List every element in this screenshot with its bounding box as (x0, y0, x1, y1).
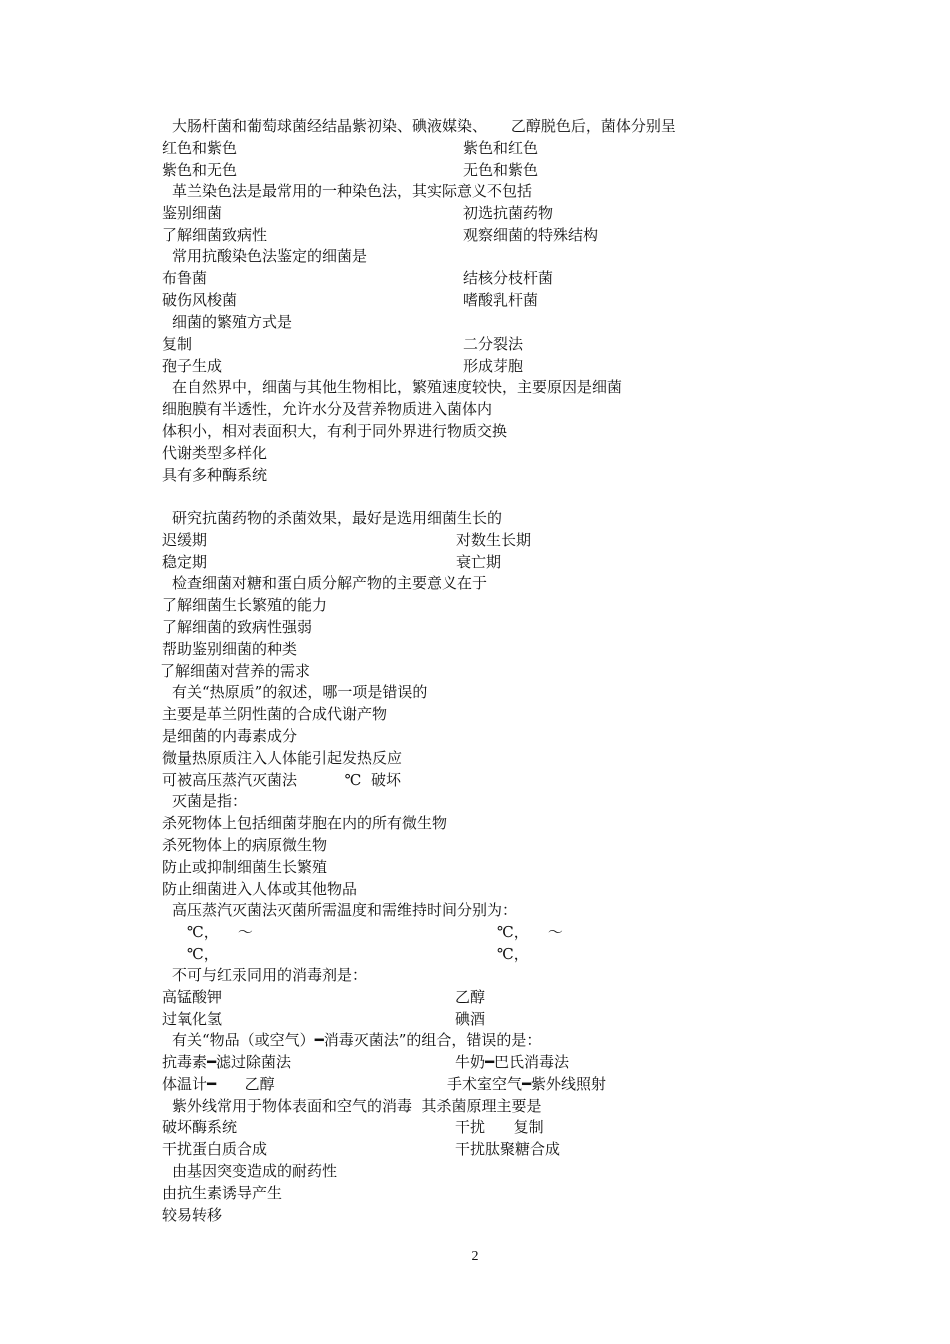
option-b: ℃， ～ (497, 923, 563, 941)
option-c: 孢子生成 (162, 357, 223, 375)
option-line: 代谢类型多样化 (162, 444, 268, 462)
option-b: 干扰 复制 (455, 1118, 544, 1136)
question-line: 有关“热原质”的叙述，哪一项是错误的 (172, 683, 428, 701)
option-b: 结核分枝杆菌 (463, 269, 554, 287)
option-c: 干扰蛋白质合成 (162, 1140, 268, 1158)
text-line: 大肠杆菌和葡萄球菌经结晶紫初染、碘液媒染、 乙醇脱色后，菌体分别呈 (172, 117, 676, 135)
page-number: 2 (471, 1249, 479, 1264)
option-b: 初选抗菌药物 (463, 204, 554, 222)
option-a: 红色和紫色 (162, 139, 238, 157)
option-d: 手术室空气━紫外线照射 (447, 1075, 607, 1093)
option-a: 破坏酶系统 (162, 1118, 238, 1136)
question-line: 在自然界中，细菌与其他生物相比，繁殖速度较快，主要原因是细菌 (172, 378, 623, 396)
question-line: 检查细菌对糖和蛋白质分解产物的主要意义在于 (172, 574, 488, 592)
question-line: 常用抗酸染色法鉴定的细菌是 (172, 247, 368, 265)
question-line: 细菌的繁殖方式是 (172, 313, 293, 331)
question-line: 灭菌是指： (172, 792, 248, 810)
option-d: 干扰肽聚糖合成 (455, 1140, 561, 1158)
option-c: 过氧化氢 (162, 1010, 223, 1028)
option-d: 嗜酸乳杆菌 (463, 291, 539, 309)
option-line: 具有多种酶系统 (162, 466, 268, 484)
option-line: 较易转移 (162, 1206, 223, 1224)
option-c: 了解细菌致病性 (162, 226, 268, 244)
option-b: 牛奶━巴氏消毒法 (455, 1053, 570, 1071)
option-line: 体积小，相对表面积大，有利于同外界进行物质交换 (162, 422, 508, 440)
option-line: 主要是革兰阴性菌的合成代谢产物 (162, 705, 388, 723)
option-d: 形成芽胞 (463, 357, 524, 375)
option-line: 防止细菌进入人体或其他物品 (162, 880, 358, 898)
option-line: 杀死物体上的病原微生物 (162, 836, 328, 854)
option-c: 体温计━ 乙醇 (162, 1075, 275, 1093)
option-b: 二分裂法 (463, 335, 524, 353)
question-line: 紫外线常用于物体表面和空气的消毒 其杀菌原理主要是 (172, 1097, 542, 1115)
option-b: 紫色和红色 (463, 139, 539, 157)
option-c: ℃， (187, 945, 219, 963)
question-line: 由基因突变造成的耐药性 (172, 1162, 338, 1180)
option-d: ℃， (497, 945, 529, 963)
question-line: 研究抗菌药物的杀菌效果，最好是选用细菌生长的 (172, 509, 503, 527)
option-c: 紫色和无色 (162, 161, 238, 179)
option-line: 了解细菌的致病性强弱 (162, 618, 313, 636)
option-a: 抗毒素━滤过除菌法 (162, 1053, 292, 1071)
option-line: 帮助鉴别细菌的种类 (162, 640, 298, 658)
question-line: 不可与红汞同用的消毒剂是： (172, 966, 368, 984)
option-b: 对数生长期 (456, 531, 532, 549)
option-a: 鉴别细菌 (162, 204, 223, 222)
option-c: 破伤风梭菌 (162, 291, 238, 309)
question-line: 有关“物品（或空气）━消毒灭菌法”的组合，错误的是： (172, 1031, 542, 1049)
question-line: 革兰染色法是最常用的一种染色法，其实际意义不包括 (172, 182, 533, 200)
option-line: 了解细菌生长繁殖的能力 (162, 596, 328, 614)
option-a: 复制 (162, 335, 193, 353)
option-d: 碘酒 (455, 1010, 486, 1028)
option-c: 稳定期 (162, 553, 208, 571)
option-line: 微量热原质注入人体能引起发热反应 (162, 749, 403, 767)
option-a: 布鲁菌 (162, 269, 208, 287)
option-b: 乙醇 (455, 988, 486, 1006)
option-line: 是细菌的内毒素成分 (162, 727, 298, 745)
option-line: 由抗生素诱导产生 (162, 1184, 283, 1202)
option-line: 杀死物体上包括细菌芽胞在内的所有微生物 (162, 814, 448, 832)
question-line: 高压蒸汽灭菌法灭菌所需温度和需维持时间分别为： (172, 901, 518, 919)
option-line: 防止或抑制细菌生长繁殖 (162, 858, 328, 876)
option-line: 细胞膜有半透性，允许水分及营养物质进入菌体内 (162, 400, 493, 418)
option-line: 可被高压蒸汽灭菌法 ℃ 破坏 (162, 771, 401, 789)
option-line: 了解细菌对营养的需求 (160, 662, 311, 680)
option-d: 观察细菌的特殊结构 (463, 226, 599, 244)
option-d: 无色和紫色 (463, 161, 539, 179)
option-a: 迟缓期 (162, 531, 208, 549)
option-a: ℃， ～ (187, 923, 253, 941)
option-a: 高锰酸钾 (162, 988, 223, 1006)
option-d: 衰亡期 (456, 553, 502, 571)
